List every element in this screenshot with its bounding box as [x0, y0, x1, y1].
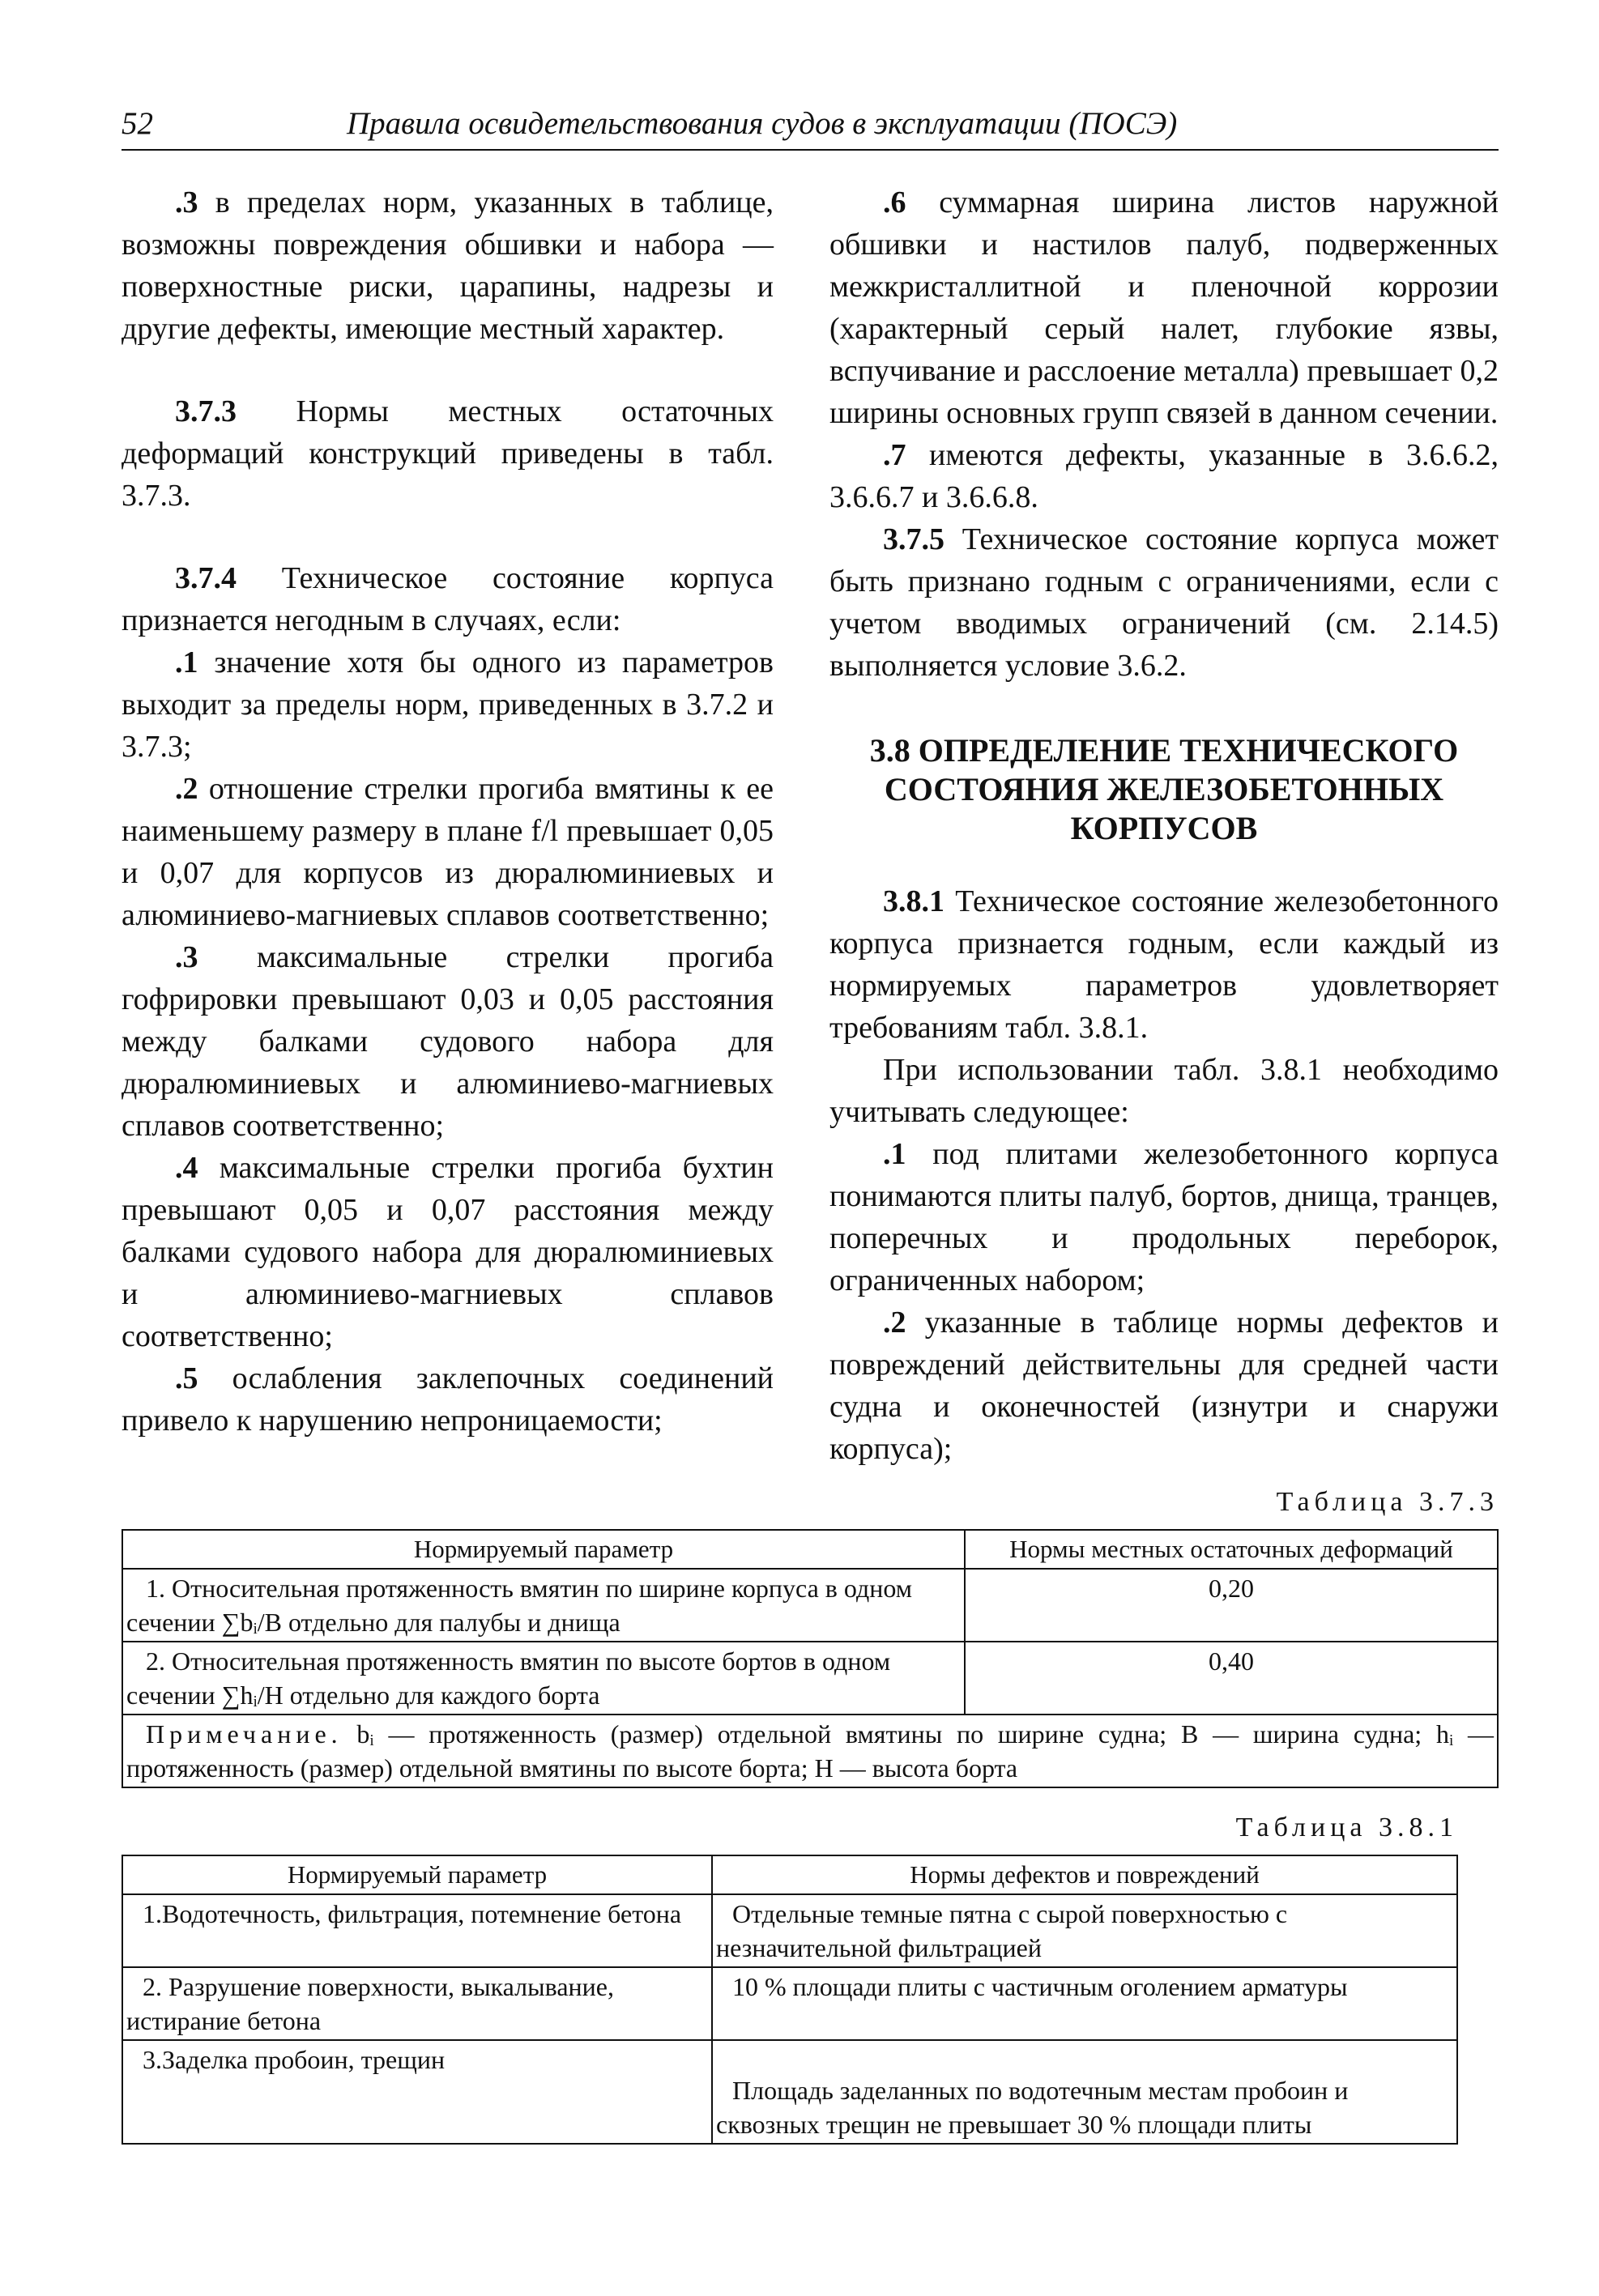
table-cell: Площадь заделанных по водотечным местам пробоин и сквозных трещин не превышает 30 % площади плиты [712, 2040, 1457, 2144]
table-caption: Таблица 3.7.3 [1276, 1487, 1499, 1517]
table-row [122, 1642, 1498, 1715]
paragraph: .1 под плитами железобетонного корпуса понимаются плиты палуб, бортов, днища, транцев, поперечных и продольных переборок, ограниченных набором; [829, 1137, 1499, 1297]
paragraph: 3.8.1 Техническое состояние железобетонного корпуса признается годным, если каждый из нормируемых параметров удовлетворяет требованиям табл. 3.8.1. [829, 884, 1499, 1045]
table-row [122, 2040, 1457, 2144]
table-cell: 2. Разрушение поверхности, выкалывание, истирание бетона [122, 1967, 712, 2040]
paragraph: .4 максимальные стрелки прогиба бухтин превышают 0,05 и 0,07 расстояния между балками судового набора для дюралюминиевых и алюминиево-магниевых сплавов соответственно; [122, 1151, 774, 1353]
paragraph: .7 имеются дефекты, указанные в 3.6.6.2, 3.6.6.7 и 3.6.6.8. [829, 438, 1499, 514]
table-cell: 1. Относительная протяженность вмятин по ширине корпуса в одном сечении ∑bᵢ/B отдельно для палубы и днища [122, 1569, 965, 1642]
table-cell: Отдельные темные пятна с сырой поверхностью с незначительной фильтрацией [712, 1894, 1457, 1967]
paragraph: 3.7.5 Техническое состояние корпуса может быть признано годным с ограничениями, если с учетом вводимых ограничений (см. 2.14.5) выполняется условие 3.6.2. [829, 522, 1499, 683]
table-row [122, 1967, 1457, 2040]
section-title: 3.8 ОПРЕДЕЛЕНИЕ ТЕХНИЧЕСКОГО СОСТОЯНИЯ ЖЕЛЕЗОБЕТОННЫХ КОРПУСОВ [869, 732, 1459, 846]
paragraph: .3 максимальные стрелки прогиба гофрировки превышают 0,03 и 0,05 расстояния между балками судового набора для дюралюминиевых и алюминиево-магниевых сплавов соответственно; [122, 940, 774, 1143]
paragraph: .6 суммарная ширина листов наружной обшивки и настилов палуб, подверженных межкристаллитной и пленочной коррозии (характерный серый налет, глубокие язвы, вспучивание и расслоение металла) превышает 0,2 ширины основных групп связей в данном сечении. [829, 185, 1499, 430]
table-cell: 2. Относительная протяженность вмятин по высоте бортов в одном сечении ∑hᵢ/H отдельно для каждого борта [122, 1642, 965, 1715]
table-3-8-1 [122, 1855, 1458, 2145]
paragraph: 3.7.4 Техническое состояние корпуса признается негодным в случаях, если: [122, 561, 774, 637]
table-cell: 0,40 [965, 1642, 1498, 1715]
table-note: Примечание. bᵢ — протяженность (размер) отдельной вмятины по ширине судна; B — ширина судна; hᵢ — протяженность (размер) отдельной вмятины по высоте борта; H — высота борта [122, 1715, 1498, 1787]
column-header: Нормы местных остаточных деформаций [965, 1530, 1498, 1569]
right-column [829, 181, 1499, 1470]
paragraph: .3 в пределах норм, указанных в таблице, возможны повреждения обшивки и набора — поверхностные риски, царапины, надрезы и другие дефекты, имеющие местный характер. [122, 185, 774, 346]
paragraph: .5 ослабления заклепочных соединений привело к нарушению непроницаемости; [122, 1361, 774, 1438]
table-header-row [122, 1530, 1498, 1569]
column-header: Нормы дефектов и повреждений [712, 1855, 1457, 1894]
table-row [122, 1569, 1498, 1642]
left-column [122, 181, 774, 1442]
table-row [122, 1894, 1457, 1967]
running-header [122, 105, 1499, 151]
table-3-7-3 [122, 1529, 1499, 1788]
table-cell: 1.Водотечность, фильтрация, потемнение бетона [122, 1894, 712, 1967]
running-title: Правила освидетельствования судов в эксплуатации (ПОСЭ) [347, 106, 1178, 141]
paragraph: .1 значение хотя бы одного из параметров выходит за пределы норм, приведенных в 3.7.2 и 3.7.3; [122, 645, 774, 764]
table-header-row [122, 1855, 1457, 1894]
table-caption: Таблица 3.8.1 [1235, 1813, 1458, 1842]
column-header: Нормируемый параметр [122, 1855, 712, 1894]
column-header: Нормируемый параметр [122, 1530, 965, 1569]
paragraph: 3.7.3 Нормы местных остаточных деформаций конструкций приведены в табл. 3.7.3. [122, 394, 774, 513]
table-cell: 0,20 [965, 1569, 1498, 1642]
table-cell: 3.Заделка пробоин, трещин [122, 2040, 712, 2144]
table-note-row [122, 1715, 1498, 1787]
table-cell: 10 % площади плиты с частичным оголением арматуры [712, 1967, 1457, 2040]
paragraph: .2 указанные в таблице нормы дефектов и повреждений действительны для средней части судна и оконечностей (изнутри и снаружи корпуса); [829, 1306, 1499, 1466]
page-number: 52 [122, 106, 153, 141]
paragraph: При использовании табл. 3.8.1 необходимо учитывать следующее: [829, 1053, 1499, 1129]
paragraph: .2 отношение стрелки прогиба вмятины к ее наименьшему размеру в плане f/l превышает 0,05 и 0,07 для корпусов из дюралюминиевых и алюминиево-магниевых сплавов соответственно; [122, 772, 774, 932]
